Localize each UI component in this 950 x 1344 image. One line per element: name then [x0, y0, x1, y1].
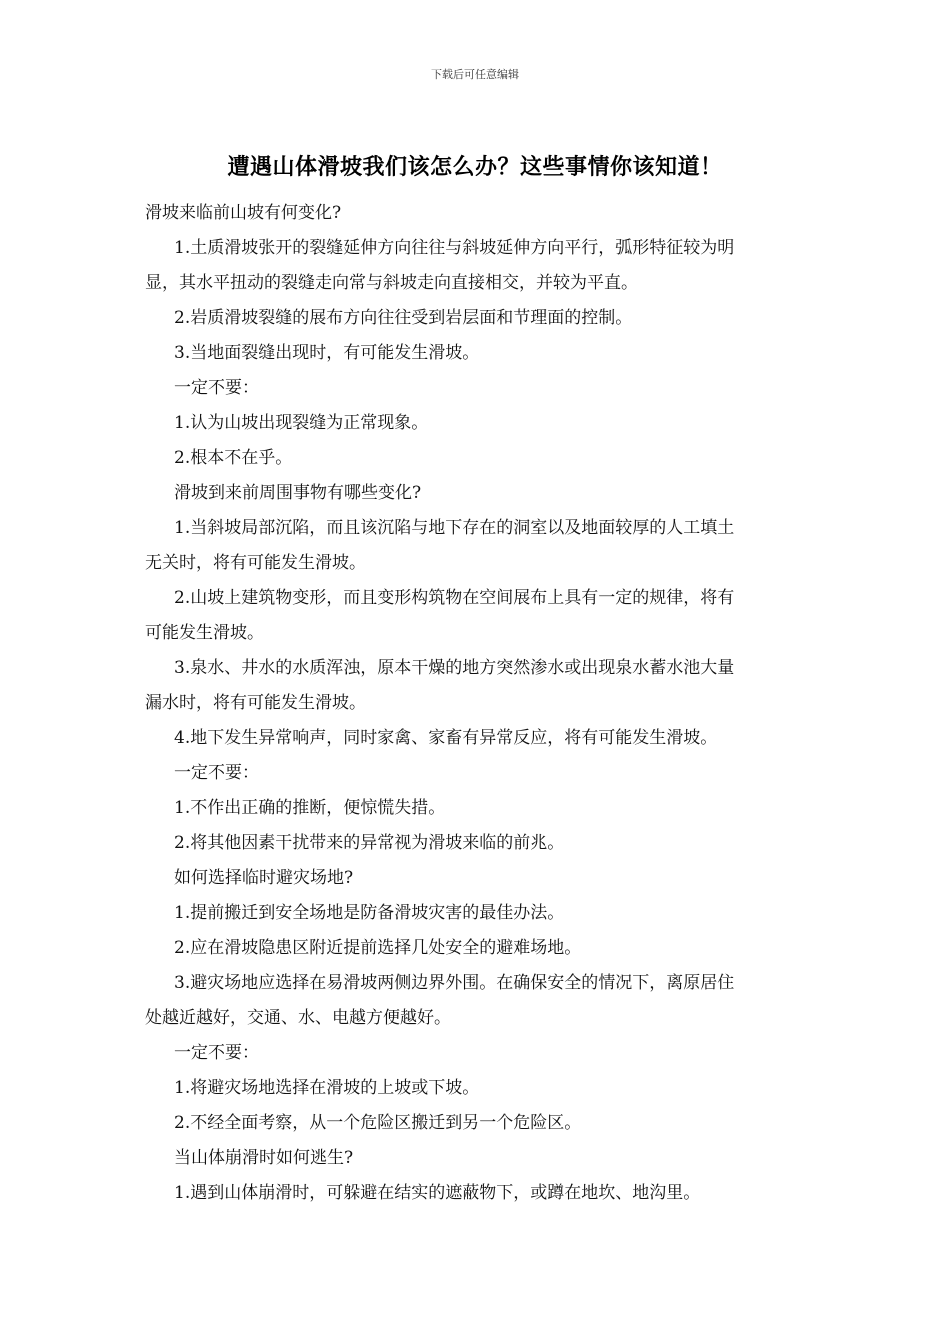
- paragraph-line: 滑坡到来前周围事物有哪些变化?: [174, 483, 422, 503]
- paragraph-line: 1.认为山坡出现裂缝为正常现象。: [174, 413, 429, 433]
- paragraph-line: 当山体崩滑时如何逃生?: [174, 1148, 354, 1168]
- paragraph-line: 无关时，将有可能发生滑坡。: [145, 553, 366, 573]
- paragraph-line: 1.将避灾场地选择在滑坡的上坡或下坡。: [174, 1078, 480, 1098]
- paragraph-line: 可能发生滑坡。: [145, 623, 264, 643]
- paragraph-line: 1.提前搬迁到安全场地是防备滑坡灾害的最佳办法。: [174, 903, 565, 923]
- paragraph-line: 2.山坡上建筑物变形，而且变形构筑物在空间展布上具有一定的规律，将有: [174, 588, 735, 608]
- paragraph-line: 1.不作出正确的推断，便惊慌失措。: [174, 798, 446, 818]
- paragraph-line: 3.泉水、井水的水质浑浊，原本干燥的地方突然渗水或出现泉水蓄水池大量: [174, 658, 735, 678]
- paragraph-line: 漏水时，将有可能发生滑坡。: [145, 693, 366, 713]
- paragraph-line: 处越近越好，交通、水、电越方便越好。: [145, 1008, 451, 1028]
- article-title: 遭遇山体滑坡我们该怎么办？这些事情你该知道！: [227, 155, 723, 180]
- paragraph-line: 4.地下发生异常响声，同时家禽、家畜有异常反应，将有可能发生滑坡。: [174, 728, 718, 748]
- paragraph-line: 滑坡来临前山坡有何变化?: [145, 203, 342, 223]
- page-header: 下载后可任意编辑: [431, 68, 519, 81]
- paragraph-line: 1.遇到山体崩滑时，可躲避在结实的遮蔽物下，或蹲在地坎、地沟里。: [174, 1183, 701, 1203]
- paragraph-line: 1.土质滑坡张开的裂缝延伸方向往往与斜坡延伸方向平行，弧形特征较为明: [174, 238, 735, 258]
- paragraph-line: 如何选择临时避灾场地?: [174, 868, 354, 888]
- paragraph-line: 1.当斜坡局部沉陷，而且该沉陷与地下存在的洞室以及地面较厚的人工填土: [174, 518, 735, 538]
- paragraph-line: 2.将其他因素干扰带来的异常视为滑坡来临的前兆。: [174, 833, 565, 853]
- paragraph-line: 一定不要：: [174, 378, 259, 398]
- paragraph-line: 2.应在滑坡隐患区附近提前选择几处安全的避难场地。: [174, 938, 582, 958]
- paragraph-line: 2.根本不在乎。: [174, 448, 293, 468]
- paragraph-line: 一定不要：: [174, 763, 259, 783]
- paragraph-line: 显，其水平扭动的裂缝走向常与斜坡走向直接相交，并较为平直。: [145, 273, 638, 293]
- paragraph-line: 3.当地面裂缝出现时，有可能发生滑坡。: [174, 343, 480, 363]
- paragraph-line: 2.岩质滑坡裂缝的展布方向往往受到岩层面和节理面的控制。: [174, 308, 633, 328]
- paragraph-line: 2.不经全面考察，从一个危险区搬迁到另一个危险区。: [174, 1113, 582, 1133]
- paragraph-line: 一定不要：: [174, 1043, 259, 1063]
- article-body: [145, 196, 810, 1211]
- paragraph-line: 3.避灾场地应选择在易滑坡两侧边界外围。在确保安全的情况下，离原居住: [174, 973, 735, 993]
